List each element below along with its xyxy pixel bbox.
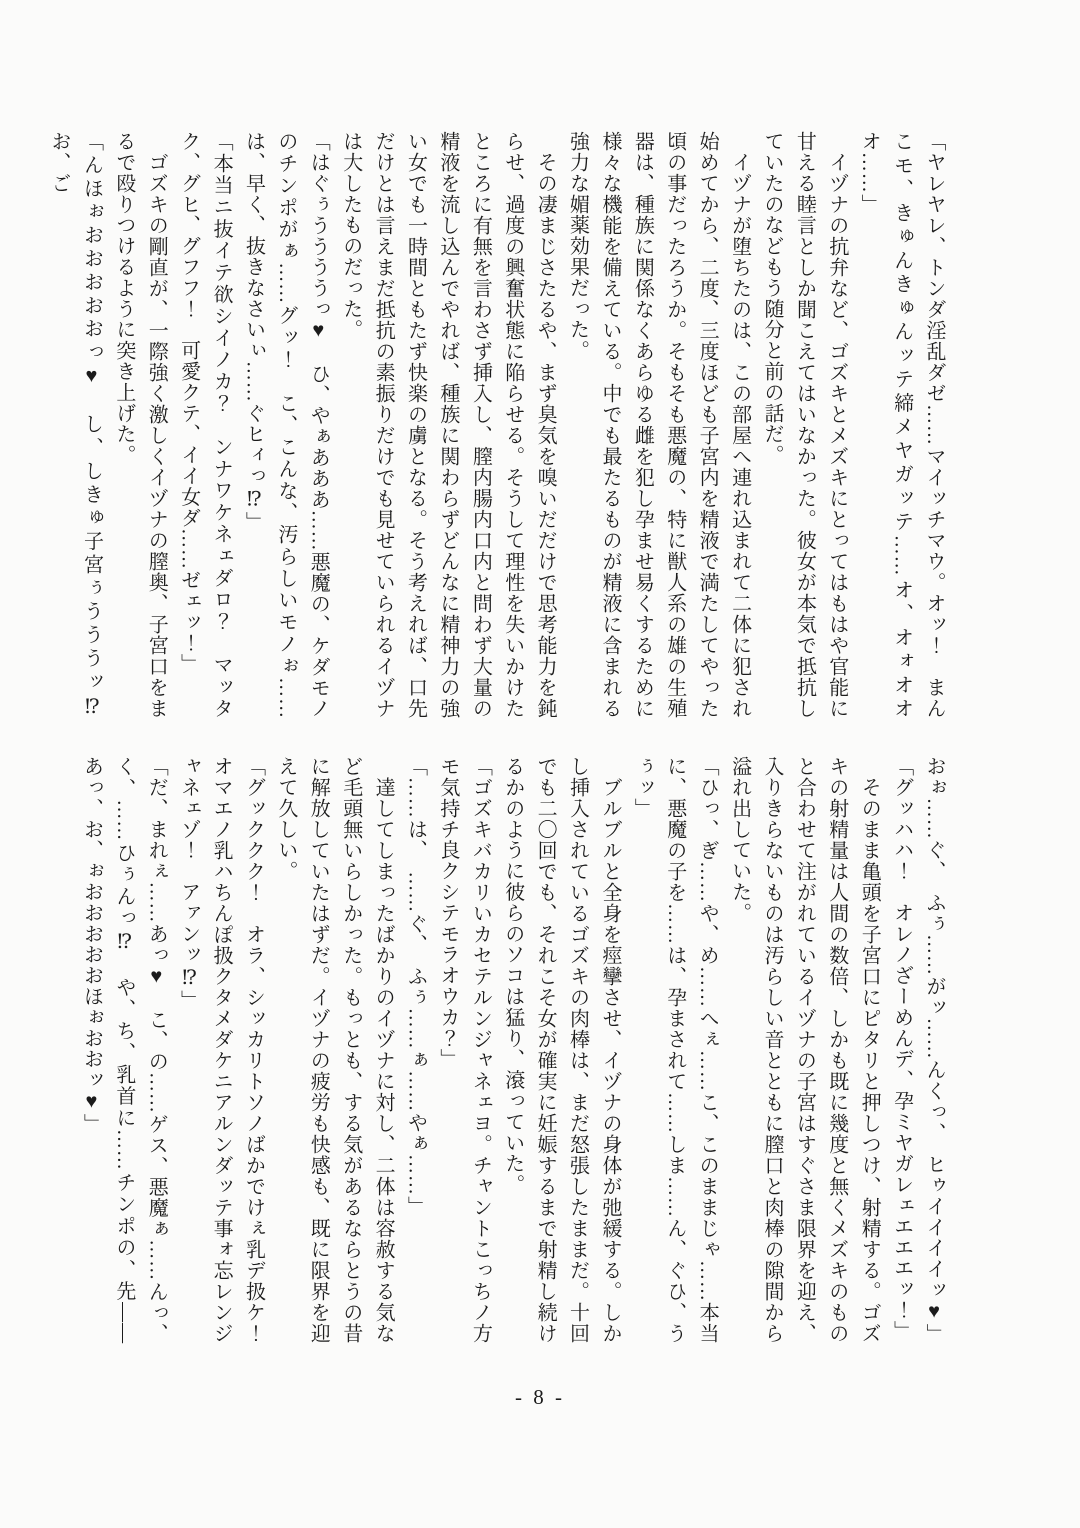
paragraph: イヅナの抗弁など、ゴズキとメズキにとってはもはや官能に甘える睦言としか聞こえてはいなかった。彼女が本気で抵抗していたのなどもう随分と前の話だ。	[760, 131, 848, 719]
paragraph: 「グッククク！ オラ、シッカリトソノばかでけぇ乳デ扱ケ！ オマエノ乳ハちんぽ扱クタメダケニアルンダッテ事ォ忘レンジャネェゾ！ アァンッ⁉」	[177, 756, 265, 1365]
text-band-lower	[80, 756, 950, 1365]
paragraph: 「んほぉおおおおおっ♥ し、しきゅ子宮ぅうううッ⁉ お、ご	[48, 131, 103, 740]
paragraph: その凄まじさたるや、まず臭気を嗅いだだけで思考能力を鈍らせ、過度の興奮状態に陥らせる。そうして理性を失いかけたところに有無を言わさず挿入し、膣内腸内口内と問わず大量の精液を流し込んでやれば、種族に関わらずどんなに精神力の強い女でも一時間ともたず快楽の虜となる。そう考えれば、口先だけとは言えまだ抵抗の素振りだけでも見せていられるイヅナは大したものだった。	[339, 131, 557, 719]
paragraph: 「……は、 ……ぐ、 ふぅ……ぁ……やぁ……」	[404, 756, 427, 1217]
paragraph: そのまま亀頭を子宮口にピタリと押しつけ、射精する。ゴズキの射精量は人間の数倍、しかも既に幾度と無くメズキのものと合わせて注がれているイヅナの子宮はすぐさま限界を迎え、入りきらないものは汚らしい音とともに膣口と肉棒の隙間から溢れ出していた。	[728, 756, 881, 1344]
paragraph: ゴズキの剛直が、一際強く激しくイヅナの膣奥、子宮口をまるで殴りつけるように突き上げた。	[112, 131, 168, 719]
page-number: - 8 -	[515, 1385, 565, 1409]
paragraph: 達してしまったばかりのイヅナに対し、二体は容赦する気など毛頭無いらしかった。もっとも、する気があるならとうの昔に解放していたはずだ。イヅナの疲労も快感も、既に限界を迎えて久しい。	[274, 756, 395, 1344]
paragraph: ブルブルと全身を痙攣させ、イヅナの身体が弛緩する。しかし挿入されているゴズキの肉棒は、まだ怒張したままだ。十回でも二〇回でも、それこそ女が確実に妊娠するまで射精し続けるかのように彼らのソコは猛り、滾っていた。	[501, 756, 621, 1344]
paragraph: 「だ、まれぇ……あっ♥ こ、の……ゲス、悪魔ぁ……んっ、く、……ひぅんっ⁉ や、ち、乳首に……チンポの、先――あっ、お、ぉおおおおおほぉおおッ♥」	[80, 756, 168, 1344]
paragraph: 「グッハハ！ オレノざーめんデ、孕ミヤガレェエエエッ！」	[890, 756, 913, 1342]
paragraph: 「ひっ、ぎ……や、め……へぇ……こ、このままじゃ……本当に、悪魔の子を……は、孕まされて……しま……ん、ぐひ、うぅッ」	[631, 756, 719, 1344]
paragraph: 「はぐぅううううっ♥ ひ、やぁあああ……悪魔の、ケダモノのチンポがぁ……グッ！ こ、こんな、汚らしいモノぉ……は、早く、抜きなさいぃ……ぐヒィっ⁉」	[242, 131, 330, 719]
paragraph: イヅナが堕ちたのは、この部屋へ連れ込まれて二体に犯され始めてから、二度、三度ほども子宮内を精液で満たしてやった頃の事だったろうか。そもそも悪魔の、特に獣人系の雄の生殖器は、種族に関係なくあらゆる雌を犯し孕ませ易くするために様々な機能を備えている。中でも最たるものが精液に含まれる強力な媚薬効果だった。	[566, 131, 751, 719]
paragraph: 「ゴズキバカリいカセテルンジャネェヨ。チャントこっちノ方モ気持チ良クシテモラオウカ？」	[436, 756, 492, 1344]
text-band-upper	[48, 131, 950, 740]
paragraph: 「本当ニ抜イテ欲シイノカ？ ンナワケネェダロ？ マッタク、グヒ、グフフ！ 可愛クテ、イイ女ダ……ゼェッ！」	[177, 131, 233, 719]
paragraph: おぉ……ぐ、 ふぅ……がッ……んくっ、 ヒゥイイイイッ♥」	[923, 756, 945, 1345]
paragraph: 「ヤレヤレ、トンダ淫乱ダゼ……マイッチマウ。オッ！ まんこモ、きゅんきゅんッテ締メヤガッテ……オ、オォオオオ……」	[858, 131, 945, 719]
